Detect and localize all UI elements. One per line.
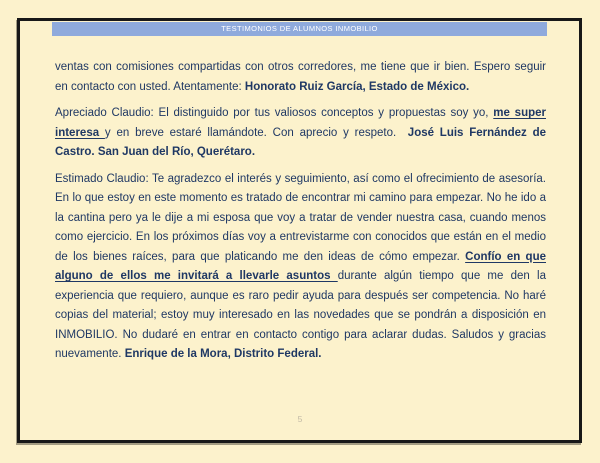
text-segment: y en breve estaré llamándote. Con aprecio y respeto. xyxy=(104,126,408,139)
text-segment: ventas con comisiones compartidas con otros corredores, me tiene que ir bien. Espero seguir en contacto con usted. Atentamente: xyxy=(55,61,546,93)
testimonial-paragraph xyxy=(55,104,546,163)
text-segment: Apreciado Claudio: El distinguido por tus valiosos conceptos y propuestas soy yo, xyxy=(55,107,494,119)
header-bar xyxy=(52,22,547,36)
header-title: TESTIMONIOS DE ALUMNOS INMOBILIO xyxy=(221,24,378,33)
text-segment: Confío en que alguno de ellos me invitará a llevarle asuntos xyxy=(55,250,546,282)
text-segment: Enrique de la Mora, Distrito Federal. xyxy=(124,348,322,360)
text-segment: Estimado Claudio: Te agradezco el interés y seguimiento, así como el ofrecimiento de asesoría. En lo que estoy en este momento es tratado de encontrar mi camino para empezar. No he ido a la cantina pero ya le dije a mi esposa que voy a tratar de vender nuestra casa, cuando menos como ejercicio. En los próximos días voy a entrevistarme con conocidos que están en el medio de los bienes raíces, para que platicando me den ideas de cómo empezar. xyxy=(55,172,546,263)
testimonial-paragraph xyxy=(55,170,546,365)
text-segment: Honorato Ruiz García, Estado de México. xyxy=(244,80,470,93)
page-number: 5 xyxy=(297,414,303,424)
text-segment: durante algún tiempo que me den la experiencia que requiero, aunque es raro pedir ayuda para después ser competencia. No haré copias del material; estoy muy interesado en las novedades que se pondrán a disposición en INMOBILIO. No dudaré en entrar en contacto contigo para aclarar dudas. Saludos y gracias nuevamente. xyxy=(55,270,546,360)
text-segment: me super interesa xyxy=(55,107,546,139)
testimonials-text-block xyxy=(55,58,546,372)
testimonial-paragraph xyxy=(55,58,546,97)
text-segment: José Luis Fernández de Castro. San Juan del Río, Querétaro. xyxy=(55,126,546,158)
